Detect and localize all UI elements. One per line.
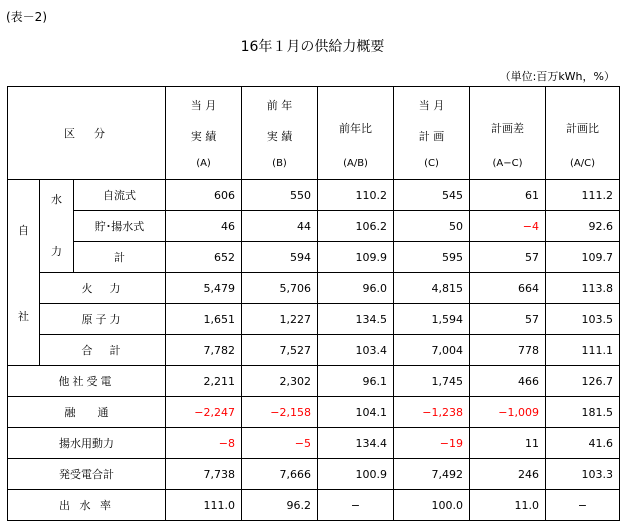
header-row: [8, 87, 620, 180]
table-caption: (表－2): [6, 10, 47, 24]
hydro-label: 水 力: [40, 180, 74, 273]
supply-table: [7, 86, 620, 521]
table-row: 出 水 率 111.0 96.2 − 100.0 11.0 −: [8, 490, 620, 521]
unit-note: （単位:百万kWh，%）: [499, 70, 615, 83]
table-row: 融 通 −2,247 −2,158 104.1 −1,238 −1,009 181.5: [8, 397, 620, 428]
table-row: 発受電合計 7,738 7,666 100.9 7,492 246 103.3: [8, 459, 620, 490]
header-col-ratio: 計画比 (A/C): [546, 87, 620, 180]
header-kubun: 区 分: [8, 87, 166, 180]
header-col-c: 当 月 計 画 (C): [394, 87, 470, 180]
row-label-yousui: 揚水用動力: [8, 428, 166, 459]
table-row: 火 力 5,479 5,706 96.0 4,815 664 113.8: [8, 273, 620, 304]
row-label-shussui: 出 水 率: [8, 490, 166, 521]
table-row: 貯･揚水式 46 44 106.2 50 −4 92.6: [8, 211, 620, 242]
row-label-kei: 計: [74, 242, 166, 273]
header-col-diff: 計画差 (A−C): [470, 87, 546, 180]
table-row: 計 652 594 109.9 595 57 109.7: [8, 242, 620, 273]
row-label-choyo: 貯･揚水式: [74, 211, 166, 242]
row-label-karyoku: 火 力: [40, 273, 166, 304]
table-row: 揚水用動力 −8 −5 134.4 −19 11 41.6: [8, 428, 620, 459]
header-col-a: 当 月 実 績 (A): [166, 87, 242, 180]
table-row: 合 計 7,782 7,527 103.4 7,004 778 111.1: [8, 335, 620, 366]
row-label-tasha: 他社受電: [8, 366, 166, 397]
table-row: 自 社 水 力 自流式 606 550 110.2 545 61 111.2: [8, 180, 620, 211]
self-label: 自 社: [8, 180, 40, 366]
page-title: 16年１月の供給力概要: [240, 39, 385, 55]
row-label-goukei: 合 計: [40, 335, 166, 366]
row-label-jiryu: 自流式: [74, 180, 166, 211]
row-label-hatsu: 発受電合計: [8, 459, 166, 490]
row-label-yuzu: 融 通: [8, 397, 166, 428]
row-label-genshi: 原子力: [40, 304, 166, 335]
table-row: 原子力 1,651 1,227 134.5 1,594 57 103.5: [8, 304, 620, 335]
header-col-b: 前 年 実 績 (B): [242, 87, 318, 180]
header-col-ab: 前年比 (A/B): [318, 87, 394, 180]
table-row: 他社受電 2,211 2,302 96.1 1,745 466 126.7: [8, 366, 620, 397]
